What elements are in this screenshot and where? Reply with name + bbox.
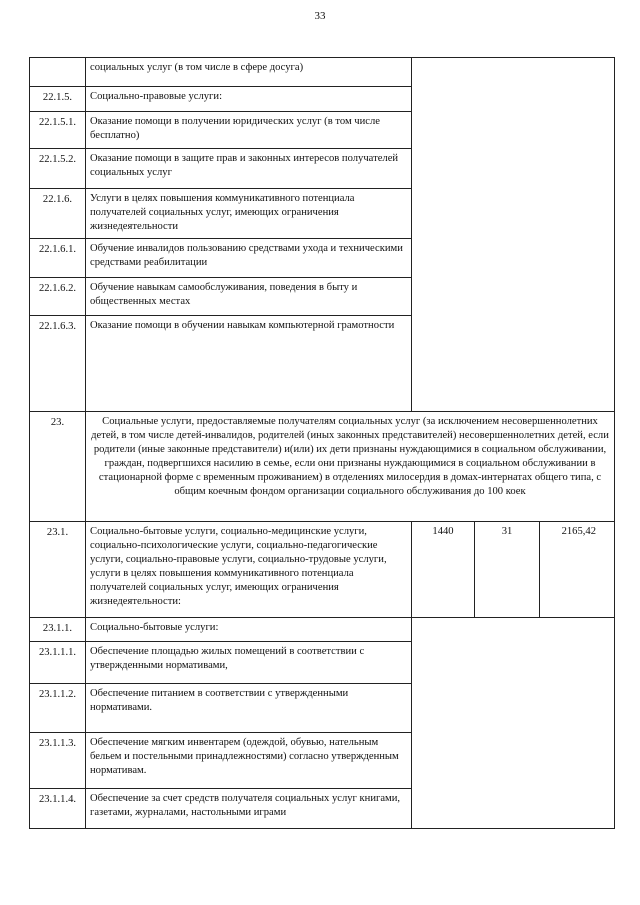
- empty-values-cell: [412, 58, 615, 412]
- table-row: [30, 58, 615, 87]
- services-table: [29, 57, 615, 829]
- empty-values-cell: [412, 618, 615, 829]
- row-number: 23.1.1.4.: [30, 789, 86, 829]
- row-text: Социально-бытовые услуги, социально-медицинские услуги, социально-психологические услуги, социально-педагогические услуги, социально-правовые услуги, социально-трудовые услуги, услуги в целях повышения коммуникативного потенциала получателей социальных услуг, имеющих ограничения жизнедеятельности:: [86, 522, 412, 618]
- table-row: [30, 618, 615, 642]
- value-cell-1: 1440: [412, 522, 475, 618]
- row-number: 23.1.: [30, 522, 86, 618]
- section-number: 23.: [30, 412, 86, 522]
- row-text: Обеспечение площадью жилых помещений в соответствии с утвержденными нормативами,: [86, 642, 412, 684]
- row-text: Обеспечение питанием в соответствии с утвержденными нормативами.: [86, 684, 412, 733]
- row-number: 22.1.6.1.: [30, 239, 86, 278]
- row-number: 22.1.5.: [30, 87, 86, 112]
- table-row: [30, 412, 615, 522]
- row-text: Оказание помощи в обучении навыкам компьютерной грамотности: [86, 316, 412, 412]
- row-text: Социально-правовые услуги:: [86, 87, 412, 112]
- row-number: 23.1.1.1.: [30, 642, 86, 684]
- row-text: Оказание помощи в получении юридических услуг (в том числе бесплатно): [86, 112, 412, 149]
- row-number: 23.1.1.2.: [30, 684, 86, 733]
- row-number: 22.1.6.2.: [30, 278, 86, 316]
- page-number: 33: [314, 10, 326, 22]
- table-row: [30, 522, 615, 618]
- value-cell-3: 2165,42: [540, 522, 615, 618]
- value-cell-2: 31: [475, 522, 540, 618]
- row-number: 23.1.1.3.: [30, 733, 86, 789]
- row-text: Услуги в целях повышения коммуникативного потенциала получателей социальных услуг, имеющих ограничения жизнедеятельности: [86, 189, 412, 239]
- section-heading: Социальные услуги, предоставляемые получателям социальных услуг (за исключением несовершеннолетних детей, в том числе детей-инвалидов, родителей (иных законных представителей) несовершеннолетних детей, если родители (иные законные представители) и(или) их дети признаны нуждающимися в социальном обслуживании, граждан, подвергшихся насилию в семье, если они признаны нуждающимися в социальном обслуживании в стационарной форме с временным проживанием) в отделениях милосердия в домах-интернатах общего типа, с общим коечным фондом организации социального обслуживания до 100 коек: [86, 412, 615, 522]
- row-number: 22.1.6.3.: [30, 316, 86, 412]
- row-text: Обеспечение за счет средств получателя социальных услуг книгами, газетами, журналами, настольными играми: [86, 789, 412, 829]
- row-text: социальных услуг (в том числе в сфере досуга): [86, 58, 412, 87]
- row-number: 22.1.6.: [30, 189, 86, 239]
- row-text: Обучение навыкам самообслуживания, поведения в быту и общественных местах: [86, 278, 412, 316]
- row-number: 22.1.5.1.: [30, 112, 86, 149]
- row-text: Обеспечение мягким инвентарем (одеждой, обувью, нательным бельем и постельными принадлежностями) согласно утвержденным нормативам.: [86, 733, 412, 789]
- row-number: 23.1.1.: [30, 618, 86, 642]
- row-number: 22.1.5.2.: [30, 149, 86, 189]
- row-text: Оказание помощи в защите прав и законных интересов получателей социальных услуг: [86, 149, 412, 189]
- row-number: [30, 58, 86, 87]
- row-text: Социально-бытовые услуги:: [86, 618, 412, 642]
- row-text: Обучение инвалидов пользованию средствами ухода и техническими средствами реабилитации: [86, 239, 412, 278]
